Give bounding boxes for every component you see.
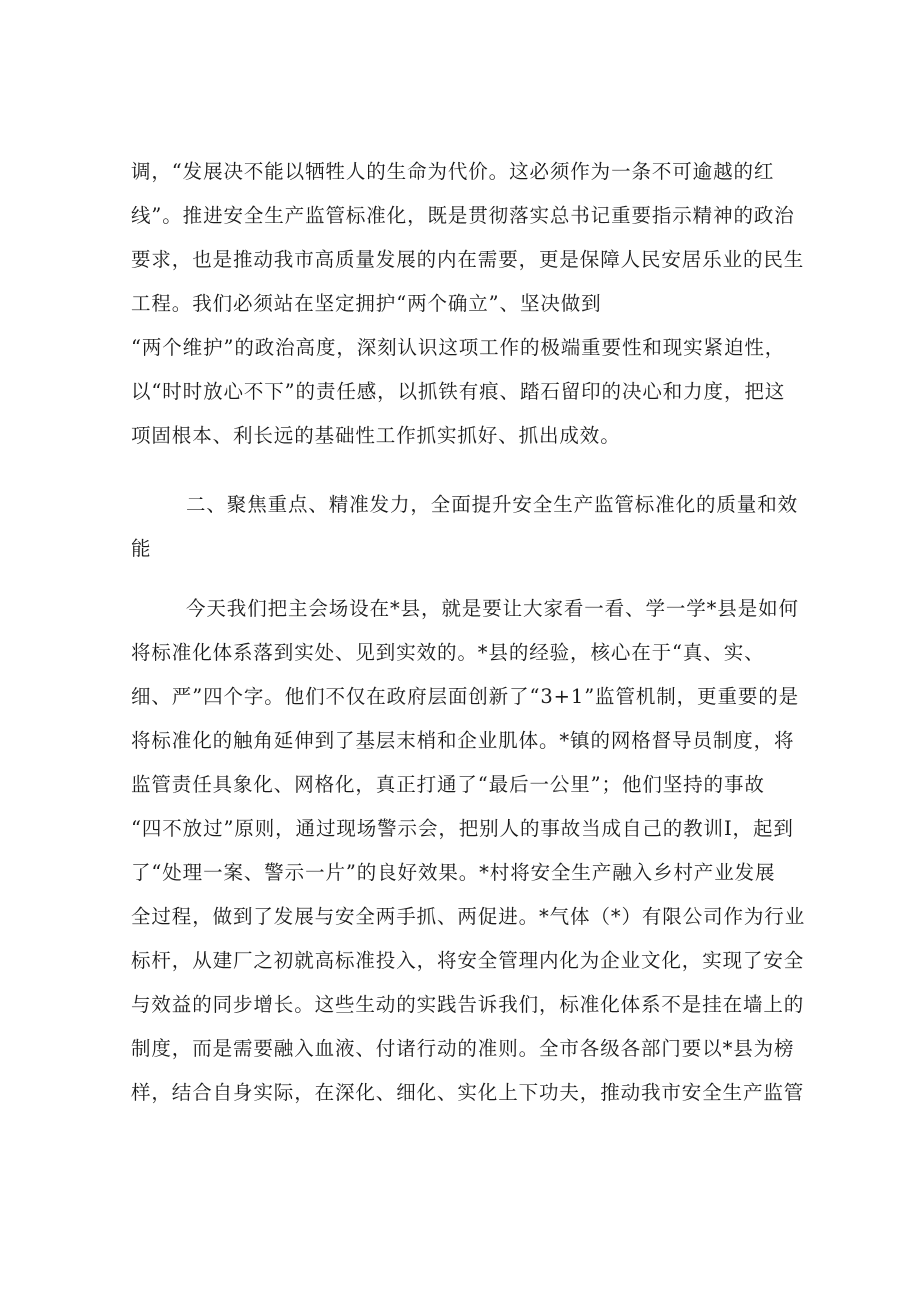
body-text-line: 工程。我们必须站在坚定拥护“两个确立”、坚决做到: [131, 292, 602, 315]
body-text-line: 将标准化体系落到实处、见到实效的。*县的经验，核心在于“真、实、: [131, 641, 765, 664]
body-text-line: 调，“发展决不能以牺牲人的生命为代价。这必须作为一条不可逾越的红: [131, 160, 775, 183]
body-text-line: 细、严”四个字。他们不仅在政府层面创新了“3+1”监管机制，更重要的是: [131, 685, 800, 708]
body-text-line: 标杆，从建厂之初就高标准投入，将安全管理内化为企业文化，实现了安全: [131, 949, 805, 972]
body-text-line: “四不放过”原则，通过现场警示会，把别人的事故当成自己的教训I，起到: [131, 817, 794, 840]
body-text-line: 将标准化的触角延伸到了基层末梢和企业肌体。*镇的网格督导员制度，将: [131, 729, 795, 752]
body-text-line: 线”。推进安全生产监管标准化，既是贯彻落实总书记重要指示精神的政治: [131, 204, 795, 227]
section-heading-line: 二、聚焦重点、精准发力，全面提升安全生产监管标准化的质量和效: [186, 493, 799, 516]
body-text-line: 全过程，做到了发展与安全两手抓、两促进。*气体（*）有限公司作为行业: [131, 905, 806, 928]
body-text-line: 今天我们把主会场设在*县，就是要让大家看一看、学一学*县是如何: [186, 597, 799, 620]
section-heading-line: 能: [131, 537, 152, 560]
body-text-line: 了“处理一案、警示一片”的良好效果。*村将安全生产融入乡村产业发展: [131, 861, 776, 884]
body-text-line: 项固根本、利长远的基础性工作抓实抓好、抓出成效。: [131, 424, 621, 447]
body-text-line: 以“时时放心不下”的责任感，以抓铁有痕、踏石留印的决心和力度，把这: [131, 380, 786, 403]
body-text-line: 制度，而是需要融入血液、付诸行动的准则。全市各级各部门要以*县为榜: [131, 1037, 795, 1060]
body-text-line: 样，结合自身实际，在深化、细化、实化上下功夫，推动我市安全生产监管: [131, 1081, 805, 1104]
body-text-line: 监管责任具象化、网格化，真正打通了“最后一公里”；他们坚持的事故: [131, 773, 765, 796]
body-text-line: 与效益的同步增长。这些生动的实践告诉我们，标准化体系不是挂在墙上的: [131, 993, 805, 1016]
body-text-line: “两个维护”的政治高度，深刻认识这项工作的极端重要性和现实紧迫性，: [131, 336, 786, 359]
body-text-line: 要求，也是推动我市高质量发展的内在需要，更是保障人民安居乐业的民生: [131, 248, 805, 271]
